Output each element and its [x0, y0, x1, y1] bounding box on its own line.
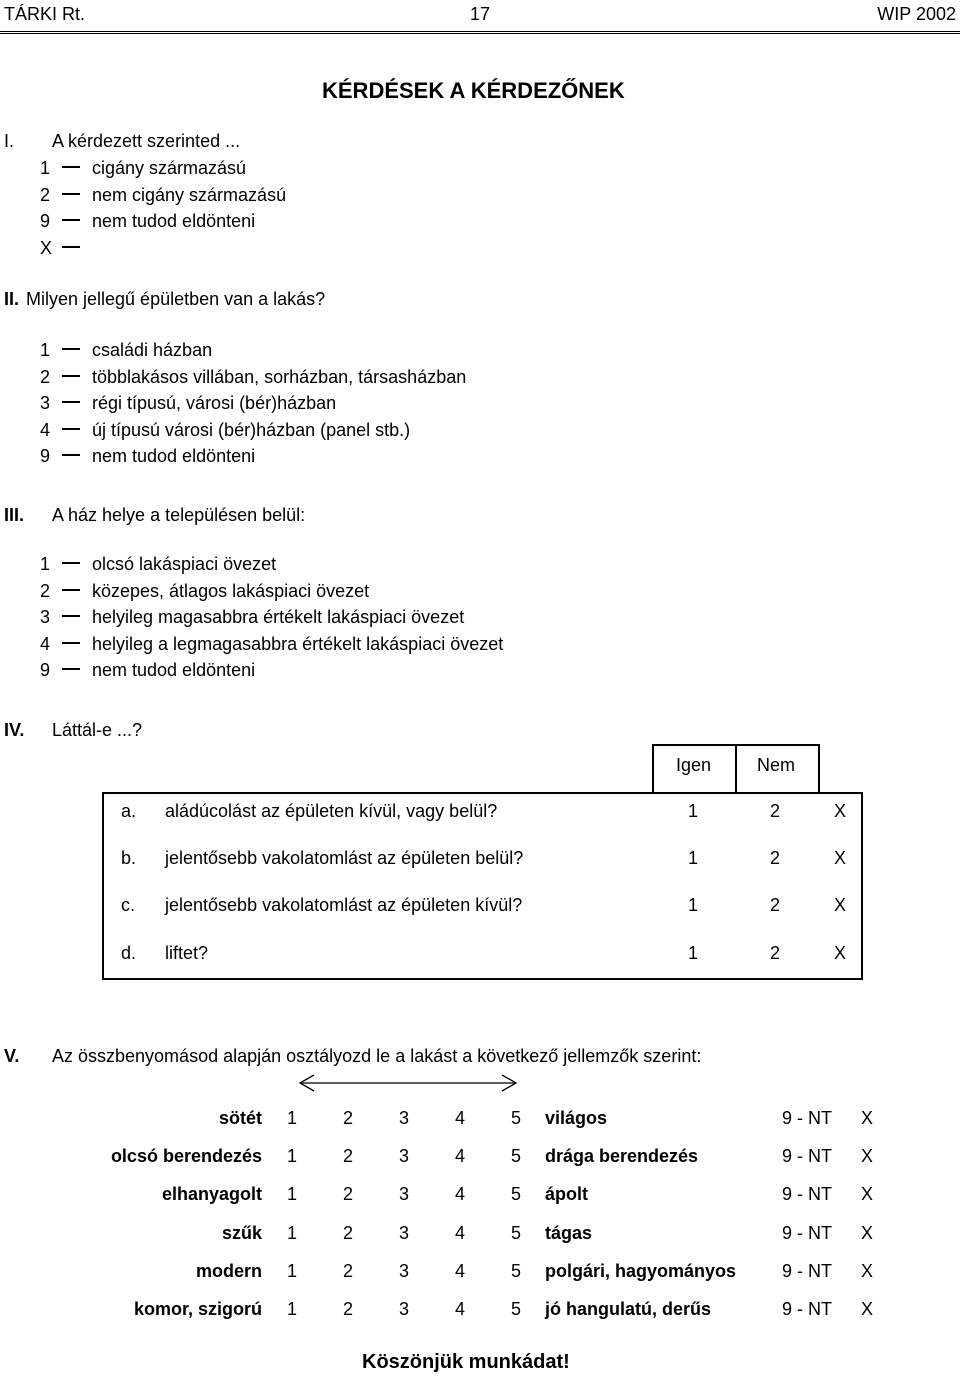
dash-line	[62, 615, 80, 617]
q3-option[interactable]	[40, 554, 276, 575]
scale-value[interactable]: 5	[511, 1260, 522, 1281]
scale-right-label: ápolt	[545, 1184, 588, 1205]
scale-value[interactable]: 3	[399, 1184, 410, 1205]
dash-line	[62, 348, 80, 350]
scale-right-label: tágas	[545, 1222, 593, 1243]
dash-line	[62, 401, 80, 403]
option-code: 3	[40, 607, 51, 627]
q2-option[interactable]	[40, 367, 466, 388]
option-code: 1	[40, 340, 51, 360]
option-code: 4	[40, 633, 51, 654]
answer-x-code[interactable]: X	[834, 801, 847, 821]
table-border	[652, 744, 654, 794]
row-letter: c.	[121, 895, 136, 915]
q3-option[interactable]	[40, 581, 369, 602]
option-label: új típusú városi (bér)házban (panel stb.)	[92, 419, 411, 440]
q2-option[interactable]	[40, 393, 336, 414]
x-option[interactable]: X	[861, 1184, 874, 1205]
q1-option[interactable]	[40, 238, 92, 259]
q5-number: V.	[4, 1046, 20, 1066]
row-letter: b.	[121, 848, 137, 868]
scale-value[interactable]: 3	[399, 1146, 410, 1167]
answer-no-code[interactable]: 2	[770, 801, 781, 821]
q4-question: Láttál-e ...?	[52, 720, 143, 740]
x-option[interactable]: X	[861, 1260, 874, 1281]
dash-line	[62, 193, 80, 195]
x-option[interactable]: X	[861, 1222, 874, 1243]
x-option[interactable]: X	[861, 1146, 874, 1167]
option-code: 4	[40, 419, 51, 440]
row-question: jelentősebb vakolatomlást az épületen belül?	[165, 848, 524, 868]
dash-line	[62, 562, 80, 564]
option-label: többlakásos villában, sorházban, társasházban	[92, 366, 467, 387]
row-question: liftet?	[165, 943, 209, 963]
not-known-option[interactable]: 9 - NT	[782, 1260, 833, 1281]
answer-yes-code[interactable]: 1	[688, 895, 699, 915]
col-header-yes: Igen	[676, 755, 712, 775]
answer-x-code[interactable]: X	[834, 848, 847, 868]
scale-value[interactable]: 4	[455, 1184, 466, 1205]
not-known-option[interactable]: 9 - NT	[782, 1146, 833, 1167]
scale-left-label: komor, szigorú	[133, 1299, 262, 1319]
not-known-option[interactable]: 9 - NT	[782, 1184, 833, 1205]
q1-option[interactable]	[40, 185, 286, 206]
scale-value[interactable]: 3	[399, 1260, 410, 1281]
row-question: jelentősebb vakolatomlást az épületen kívül?	[165, 895, 523, 915]
scale-value[interactable]: 4	[455, 1299, 466, 1319]
answer-yes-code[interactable]: 1	[688, 943, 699, 963]
scale-value[interactable]: 2	[343, 1260, 354, 1281]
scale-right-label: világos	[545, 1108, 608, 1128]
option-label: nem cigány származású	[92, 184, 287, 205]
option-label: közepes, átlagos lakáspiaci övezet	[92, 580, 370, 601]
option-label: régi típusú, városi (bér)házban	[92, 393, 337, 413]
q1-option[interactable]	[40, 158, 246, 179]
q4-number: IV.	[4, 720, 25, 740]
dash-line	[62, 375, 80, 377]
option-label: nem tudod eldönteni	[92, 211, 256, 231]
scale-value[interactable]: 1	[287, 1222, 298, 1243]
row-letter: a.	[121, 801, 137, 821]
scale-value[interactable]: 2	[343, 1299, 354, 1319]
q5-question: Az összbenyomásod alapján osztályozd le a lakást a következő jellemzők szerint:	[52, 1046, 702, 1066]
scale-value[interactable]: 5	[511, 1222, 522, 1243]
dash-line	[62, 589, 80, 591]
dash-line	[62, 219, 80, 221]
option-label: családi házban	[92, 340, 213, 360]
option-code: 9	[40, 446, 51, 466]
table-border	[818, 744, 820, 794]
scale-value[interactable]: 3	[399, 1299, 410, 1319]
q3-number: III.	[4, 505, 25, 525]
page-number: 17	[470, 4, 491, 24]
scale-value[interactable]: 5	[511, 1299, 522, 1319]
option-code: 9	[40, 660, 51, 680]
scale-value[interactable]: 5	[511, 1108, 522, 1128]
option-label: olcsó lakáspiaci övezet	[92, 554, 277, 574]
scale-direction-arrow	[296, 1074, 520, 1092]
header-doc-id: WIP 2002	[877, 4, 956, 24]
answer-no-code[interactable]: 2	[770, 943, 781, 963]
table-border	[861, 792, 863, 980]
scale-left-label: szűk	[221, 1222, 262, 1243]
scale-value[interactable]: 4	[455, 1260, 466, 1281]
dash-line	[62, 246, 80, 248]
option-code: 1	[40, 554, 51, 574]
scale-value[interactable]: 5	[511, 1184, 522, 1205]
option-label: helyileg a legmagasabbra értékelt lakáspiaci övezet	[92, 633, 504, 654]
dash-line	[62, 166, 80, 168]
dash-line	[62, 668, 80, 670]
scale-value[interactable]: 4	[455, 1146, 466, 1167]
table-border	[102, 792, 104, 980]
scale-left-label: olcsó berendezés	[110, 1146, 262, 1167]
scale-value[interactable]: 1	[287, 1146, 298, 1167]
option-code: 2	[40, 184, 51, 205]
scale-right-label: polgári, hagyományos	[545, 1260, 737, 1281]
table-border	[735, 744, 737, 794]
table-border	[102, 792, 863, 794]
scale-left-label: modern	[195, 1260, 262, 1281]
scale-right-label: drága berendezés	[545, 1146, 699, 1167]
scale-value[interactable]: 4	[455, 1222, 466, 1243]
scale-value[interactable]: 1	[287, 1108, 298, 1128]
dash-line	[62, 428, 80, 430]
table-border	[102, 978, 863, 980]
option-code: X	[40, 237, 53, 258]
answer-x-code[interactable]: X	[834, 895, 847, 915]
scale-value[interactable]: 1	[287, 1184, 298, 1205]
answer-no-code[interactable]: 2	[770, 895, 781, 915]
q3-option[interactable]	[40, 660, 255, 681]
scale-value[interactable]: 4	[455, 1108, 466, 1128]
scale-value[interactable]: 2	[343, 1146, 354, 1167]
scale-right-label: jó hangulatú, derűs	[545, 1299, 712, 1319]
dash-line	[62, 642, 80, 644]
option-code: 1	[40, 158, 51, 178]
x-option[interactable]: X	[861, 1299, 874, 1319]
scale-value[interactable]: 3	[399, 1222, 410, 1243]
option-label: nem tudod eldönteni	[92, 446, 256, 466]
q3-option[interactable]	[40, 634, 503, 655]
closing-thanks: Köszönjük munkádat!	[362, 1351, 570, 1373]
row-letter: d.	[121, 943, 137, 963]
option-code: 9	[40, 211, 51, 231]
q3-question: A ház helye a településen belül:	[52, 505, 306, 525]
scale-value[interactable]: 1	[287, 1260, 298, 1281]
scale-value[interactable]: 1	[287, 1299, 298, 1319]
scale-value[interactable]: 3	[399, 1108, 410, 1128]
option-label: nem tudod eldönteni	[92, 660, 256, 680]
not-known-option[interactable]: 9 - NT	[782, 1222, 833, 1243]
x-option[interactable]: X	[861, 1108, 874, 1128]
dash-line	[62, 454, 80, 456]
option-code: 3	[40, 393, 51, 413]
q2-option[interactable]	[40, 340, 212, 361]
header-org: TÁRKI Rt.	[4, 4, 86, 24]
q2-question: Milyen jellegű épületben van a lakás?	[26, 289, 326, 309]
row-question: aládúcolást az épületen kívül, vagy belül?	[165, 801, 498, 821]
page-title: KÉRDÉSEK A KÉRDEZŐNEK	[322, 78, 625, 103]
col-header-no: Nem	[757, 755, 796, 775]
q3-option[interactable]	[40, 607, 464, 628]
answer-no-code[interactable]: 2	[770, 848, 781, 868]
q1-number: I.	[4, 131, 15, 151]
q2-option[interactable]	[40, 446, 255, 467]
header-rule	[0, 31, 960, 34]
option-label: cigány származású	[92, 158, 247, 178]
answer-yes-code[interactable]: 1	[688, 848, 699, 868]
option-label: helyileg magasabbra értékelt lakáspiaci övezet	[92, 607, 465, 627]
not-known-option[interactable]: 9 - NT	[782, 1299, 833, 1319]
answer-yes-code[interactable]: 1	[688, 801, 699, 821]
q1-question: A kérdezett szerinted ...	[52, 131, 241, 151]
q2-option[interactable]	[40, 420, 410, 441]
not-known-option[interactable]: 9 - NT	[782, 1108, 833, 1128]
q2-number: II.	[4, 289, 20, 309]
scale-value[interactable]: 2	[343, 1108, 354, 1128]
scale-left-label: elhanyagolt	[161, 1184, 262, 1205]
answer-x-code[interactable]: X	[834, 943, 847, 963]
scale-value[interactable]: 2	[343, 1222, 354, 1243]
scale-value[interactable]: 5	[511, 1146, 522, 1167]
scale-value[interactable]: 2	[343, 1184, 354, 1205]
q1-option[interactable]	[40, 211, 255, 232]
option-code: 2	[40, 366, 51, 387]
scale-left-label: sötét	[218, 1108, 262, 1128]
option-code: 2	[40, 580, 51, 601]
